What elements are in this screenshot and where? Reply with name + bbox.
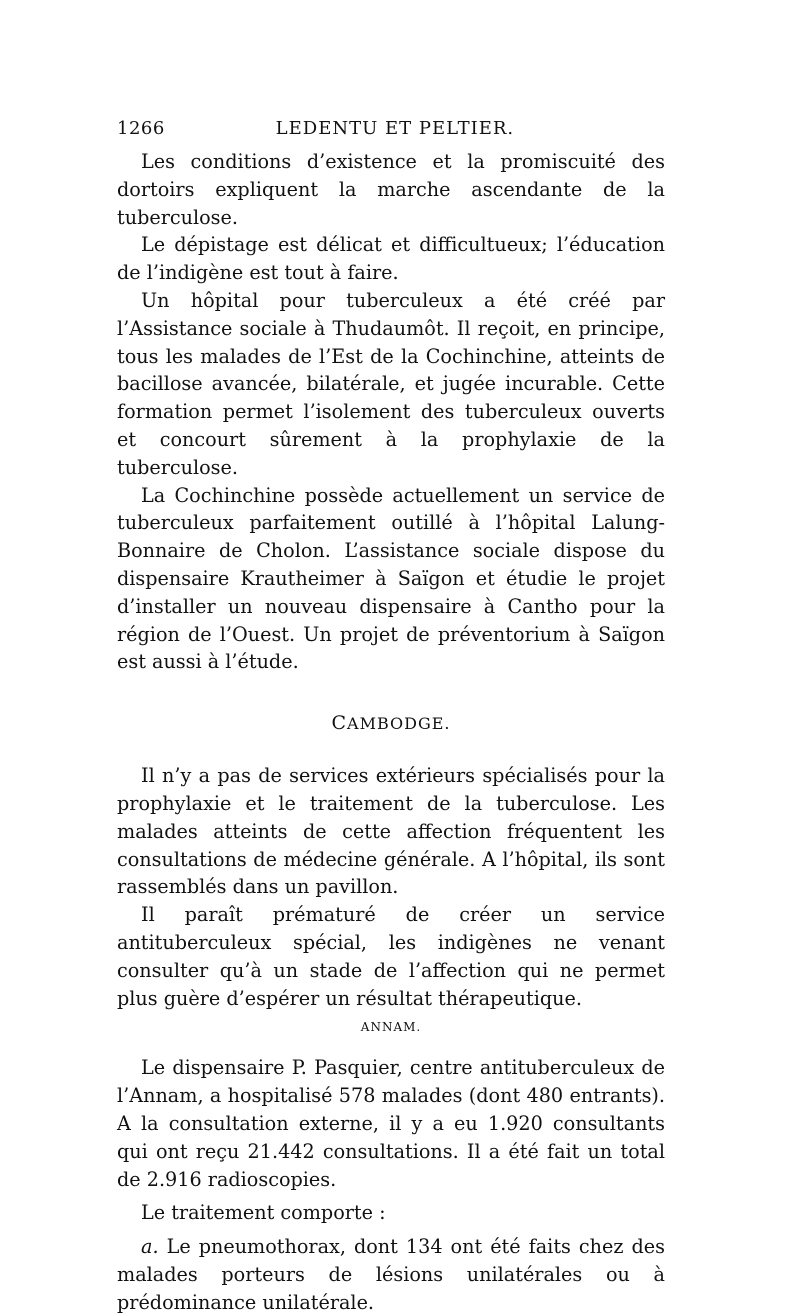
list-marker: a. bbox=[141, 1235, 159, 1259]
paragraph: Le traitement comporte : bbox=[141, 1201, 386, 1225]
paragraph: Le dispensaire P. Pasquier, centre antituberculeux de l’Annam, a hospitalisé 578 malades (dont 480 entrants). A la consultation externe, il y a eu 1.920 consultants qui ont reçu 21.442 consultations. Il a été fait un total de 2.916 radioscopies. bbox=[117, 1056, 665, 1191]
paragraph: Les conditions d’existence et la promiscuité des dortoirs expliquent la marche ascendante de la tuberculose. bbox=[117, 150, 665, 229]
paragraph: La Cochinchine possède actuellement un service de tuberculeux parfaitement outillé à l’hôpital Lalung-Bonnaire de Cholon. L’assistance sociale dispose du dispensaire Krautheimer à Saïgon et étudie le projet d’installer un nouveau dispensaire à Cantho pour la région de l’Ouest. Un projet de préventorium à Saïgon est aussi à l’étude. bbox=[117, 483, 665, 674]
section-heading-cambodge bbox=[117, 712, 665, 734]
book-page bbox=[117, 118, 665, 1316]
paragraph: Un hôpital pour tuberculeux a été créé par l’Assistance sociale à Thudaumôt. Il reçoit, en principe, tous les malades de l’Est de la Cochinchine, atteints de bacillose avancée, bilatérale, et jugée incurable. Cette formation permet l’isolement des tuberculeux ouverts et concourt sûrement à la prophylaxie de la tuberculose. bbox=[117, 288, 665, 479]
paragraph: Il n’y a pas de services extérieurs spécialisés pour la prophylaxie et le traitement de la tuberculose. Les malades atteints de cette affection fréquentent les consultations de médecine générale. A l’hôpital, ils sont rassemblés dans un pavillon. bbox=[117, 764, 665, 899]
paragraph bbox=[117, 1233, 665, 1316]
section-heading-annam: ANNAM. bbox=[360, 1020, 422, 1035]
heading-initial: C bbox=[331, 712, 348, 735]
paragraph: Le dépistage est délicat et difficultueux; l’éducation de l’indigène est tout à faire. bbox=[117, 233, 665, 285]
heading-rest: AMBODGE. bbox=[347, 714, 451, 734]
running-header bbox=[117, 118, 665, 148]
paragraph-text: Le pneumothorax, dont 134 ont été faits chez des malades porteurs de lésions unilatérales ou à prédominance unilatérale. bbox=[117, 1235, 665, 1314]
page-number: 1266 bbox=[117, 118, 165, 139]
paragraph: Il paraît prématuré de créer un service antituberculeux spécial, les indigènes ne venant consulter qu’à un stade de l’affection qui ne permet plus guère d’espérer un résultat thérapeutique. bbox=[117, 903, 665, 1010]
running-title: LEDENTU ET PELTIER. bbox=[275, 118, 515, 139]
